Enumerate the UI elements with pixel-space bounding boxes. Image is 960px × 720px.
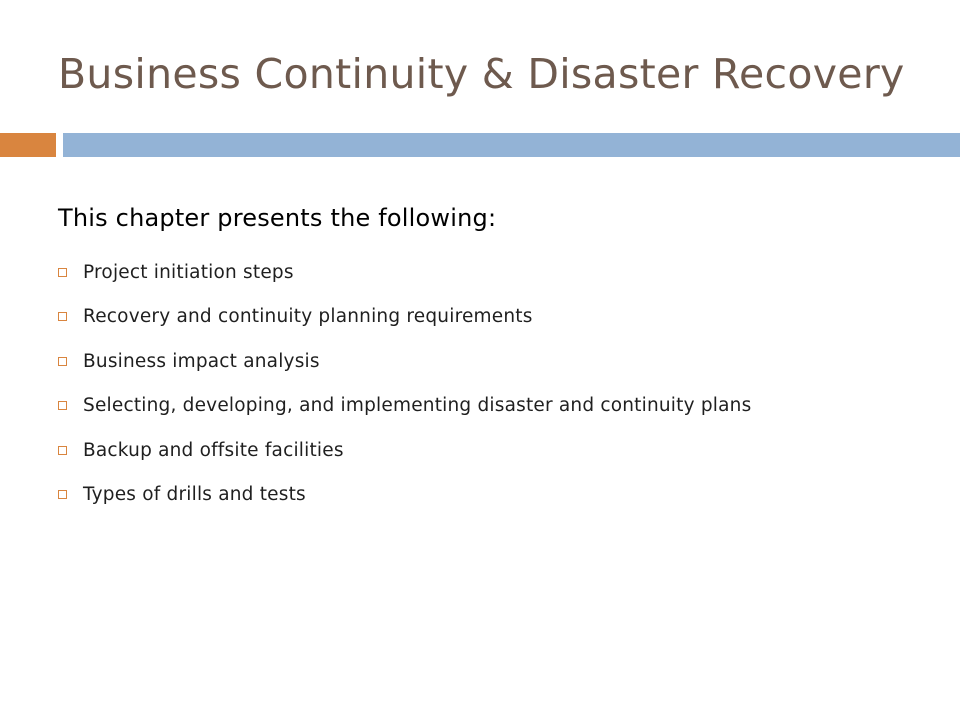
hollow-square-icon [58,401,67,410]
bullet-list [58,250,938,517]
hollow-square-icon [58,357,67,366]
accent-bar-blue [63,133,960,157]
list-item [58,339,938,384]
intro-text: This chapter presents the following: [58,204,497,232]
slide-body [58,204,938,517]
slide-title: Business Continuity & Disaster Recovery [58,50,905,98]
list-item [58,250,938,295]
list-item [58,428,938,473]
hollow-square-icon [58,312,67,321]
accent-bar-orange [0,133,56,157]
bullet-text: Backup and offsite facilities [83,439,344,461]
bullet-text: Business impact analysis [83,350,320,372]
list-item [58,384,938,429]
bullet-text: Types of drills and tests [83,484,306,506]
list-item [58,473,938,518]
hollow-square-icon [58,490,67,499]
hollow-square-icon [58,268,67,277]
hollow-square-icon [58,446,67,455]
bullet-text: Selecting, developing, and implementing disaster and continuity plans [83,395,752,417]
bullet-text: Recovery and continuity planning requirements [83,306,533,328]
list-item [58,295,938,340]
bullet-text: Project initiation steps [83,261,294,283]
